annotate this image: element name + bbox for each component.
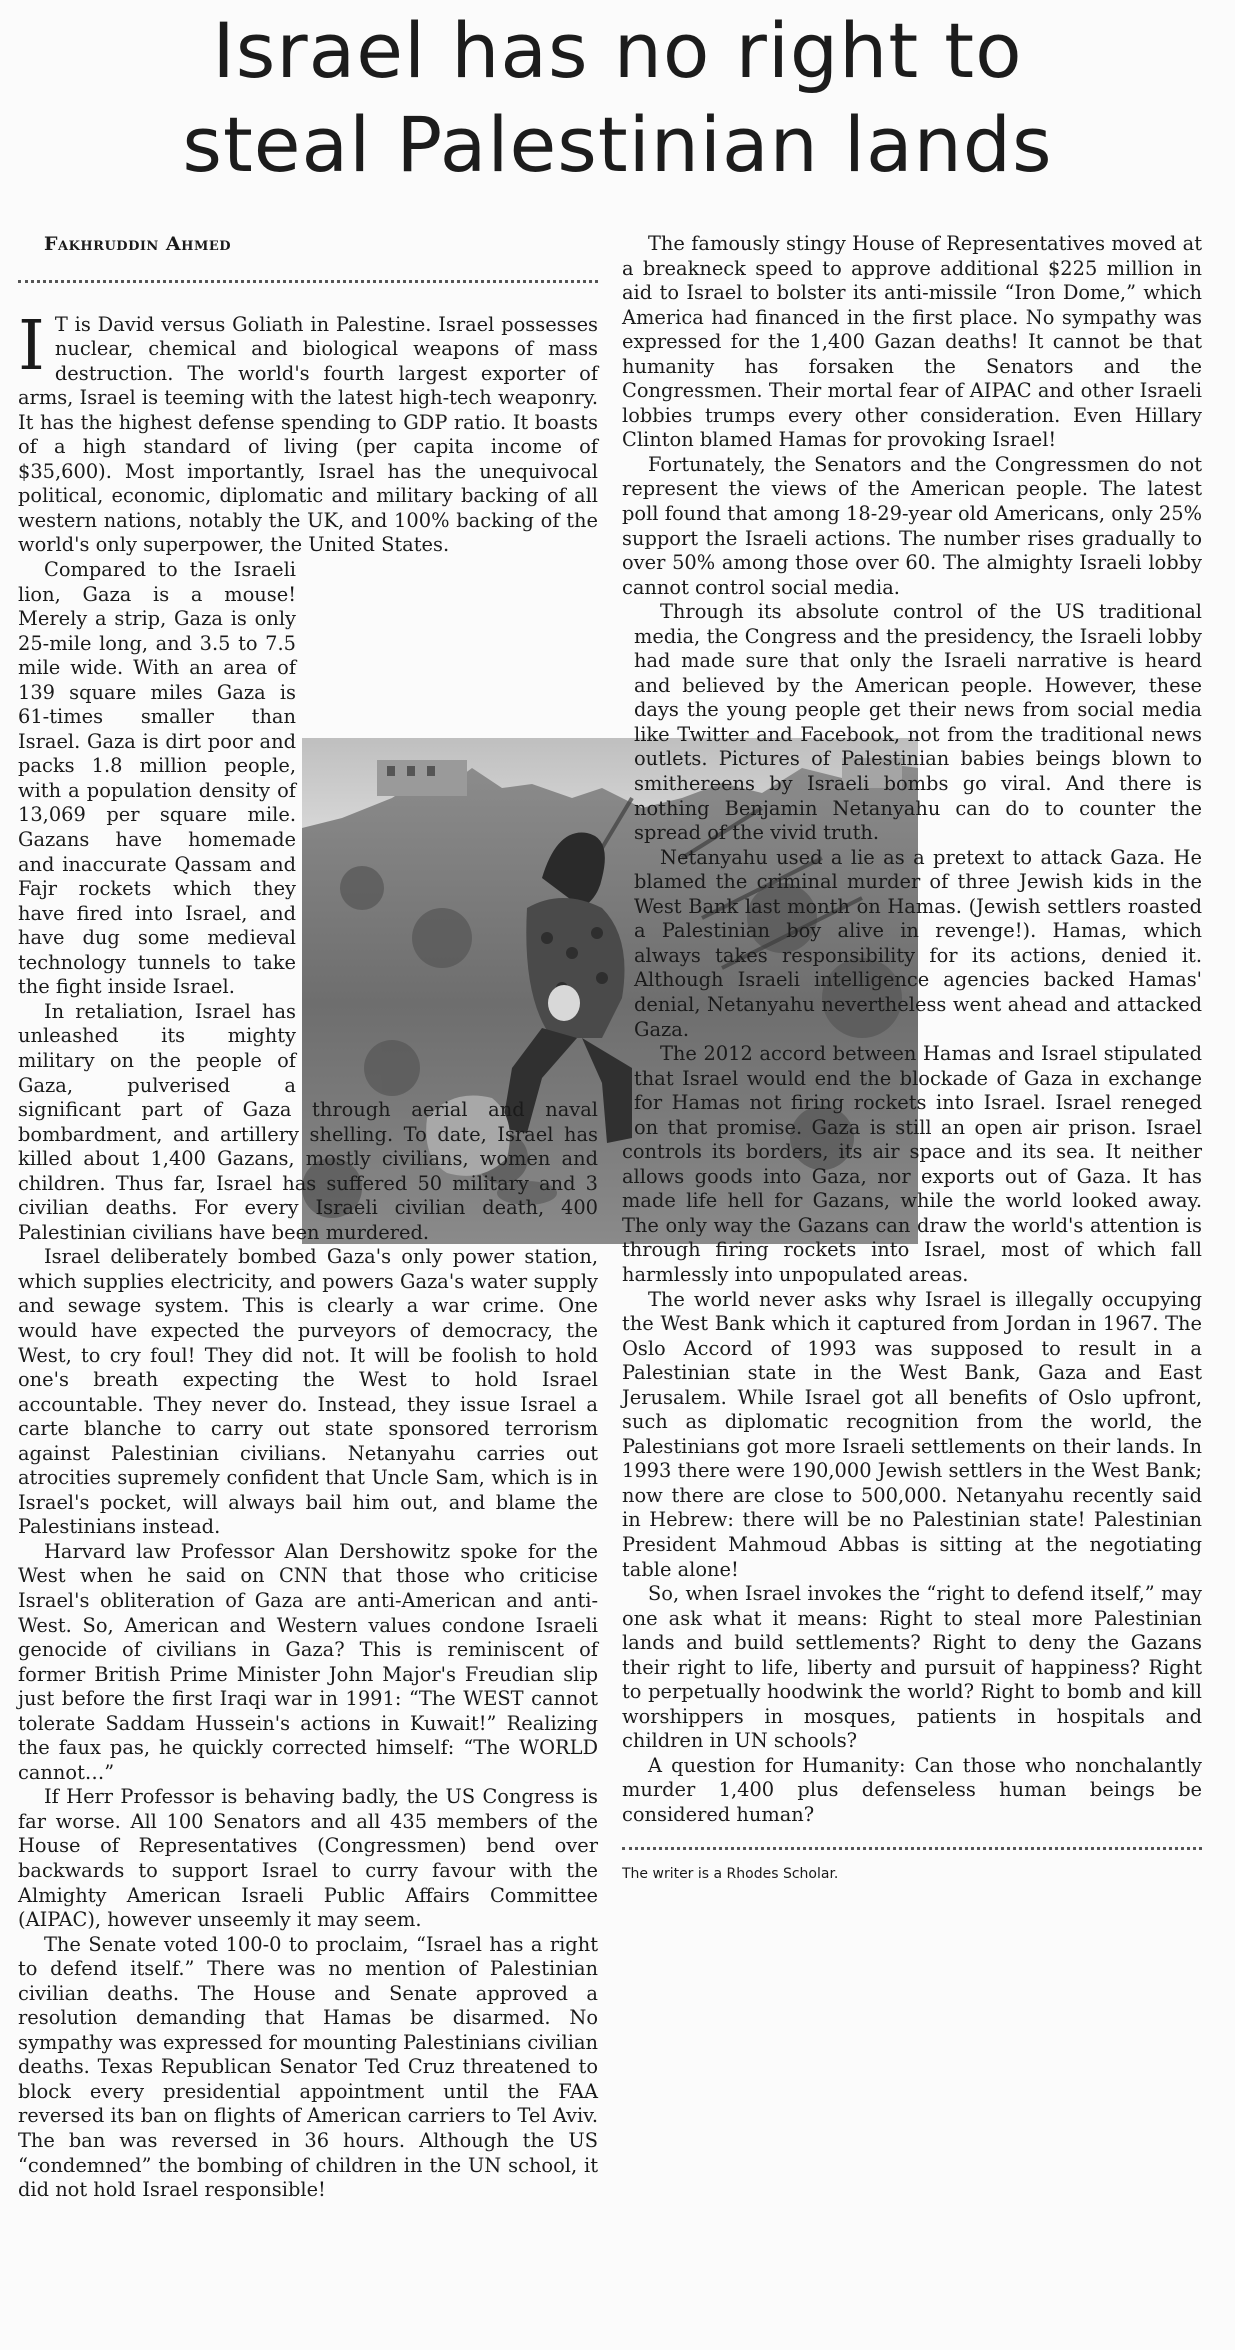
paragraph: The famously stingy House of Representatives moved at a breakneck speed to approve additional $225 million in aid to Israel to bolster its anti-missile “Iron Dome,” which America had financed in the first place. No sympathy was expressed for the 1,400 Gazan deaths! It cannot be that humanity has forsaken the Senators and the Congressmen. Their mortal fear of AIPAC and other Israeli lobbies trumps every other consideration. Even Hillary Clinton blamed Hamas for provoking Israel! (622, 232, 1202, 452)
paragraph: Harvard law Professor Alan Dershowitz spoke for the West when he said on CNN that those who criticise Israel's obliteration of Gaza are anti-American and anti-West. So, American and Western values condone Israeli genocide of civilians in Gaza? This is reminiscent of former British Prime Minister John Major's Freudian slip just before the first Iraqi war in 1991: “The WEST cannot tolerate Saddam Hussein's actions in Kuwait!” Realizing the faux pas, he quickly corrected himself: “The WORLD cannot…” (18, 1539, 598, 1784)
author-credit: The writer is a Rhodes Scholar. (622, 1865, 839, 1882)
paragraph (18, 306, 598, 558)
paragraph-text: Through its absolute control of the US traditional media, the Congress and the presidency, the Israeli lobby had made sure that only the Israeli narrative is heard and believed by the American people. However, these days the young people get their news from social media like Twitter and Facebook, not from the traditional news outlets. Pictures of Palestinian babies beings blown to smithereens by Israeli bombs go viral. And there is nothing Benjamin Netanyahu can do to counter the spread of the vivid truth. (634, 600, 1202, 845)
headline-line-1: Israel has no right to (212, 6, 1023, 95)
paragraph: Fortunately, the Senators and the Congressmen do not represent the views of the American people. The latest poll found that among 18-29-year old Americans, only 25% support the Israeli actions. The number rises gradually to over 50% among those over 60. The almighty Israeli lobby cannot control social media. (622, 452, 1202, 599)
paragraph: Netanyahu used a lie as a pretext to attack Gaza. He blamed the criminal murder of three Jewish kids in the West Bank last month on Hamas. (Jewish settlers roasted a Palestinian boy alive in revenge!). Hamas, which always takes responsibility for its actions, denied it. Although Israeli intelligence agencies backed Hamas' denial, Netanyahu nevertheless went ahead and attacked Gaza. (634, 845, 1202, 1041)
column-left (18, 232, 598, 2203)
dropcap: I (18, 306, 45, 386)
paragraph: The world never asks why Israel is illegally occupying the West Bank which it captured from Jordan in 1967. The Oslo Accord of 1993 was supposed to result in a Palestinian state in the West Bank, Gaza and East Jerusalem. While Israel got all benefits of Oslo upfront, such as diplomatic recognition from the world, the Palestinians got more Israeli settlements on their lands. In 1993 there were 190,000 Jewish settlers in the West Bank; now there are close to 500,000. Netanyahu recently said in Hebrew: there will be no Palestinian state! Palestinian President Mahmoud Abbas is sitting at the negotiating table alone! (622, 1287, 1202, 1581)
paragraph: If Herr Professor is behaving badly, the US Congress is far worse. All 100 Senators and all 435 members of the House of Representatives (Congressmen) bend over backwards to support Israel to curry favour with the Almighty American Israeli Public Affairs Committee (AIPAC), however unseemly it may seem. (18, 1785, 598, 1932)
byline-divider (18, 279, 598, 283)
paragraph: The Senate voted 100-0 to proclaim, “Israel has a right to defend itself.” There was no mention of Palestinian civilian deaths. The House and Senate approved a resolution demanding that Hamas be disarmed. No sympathy was expressed for mounting Palestinians civilian deaths. Texas Republican Senator Ted Cruz threatened to block every presidential appointment until the FAA reversed its ban on flights of American carriers to Tel Aviv. The ban was reversed in 36 hours. Although the US “condemned” the bombing of children in the UN school, it did not hold Israel responsible! (18, 1932, 598, 2202)
column-right (622, 232, 1202, 1886)
paragraph-text: Compared to the Israeli lion, Gaza is a mouse! Merely a strip, Gaza is only 25-mile long, and 3.5 to 7.5 mile wide. With an area of 139 square miles Gaza is 61-times smaller than Israel. Gaza is dirt poor and packs 1.8 million people, with a population density of 13,069 per square mile. Gazans have homemade and inaccurate Qassam and Fajr rockets which they have fired into Israel, and have dug some medieval technology tunnels to take the fight inside Israel. (18, 558, 296, 999)
end-divider (622, 1846, 1202, 1850)
byline: Fakhruddin Ahmed (44, 233, 232, 255)
paragraph: So, when Israel invokes the “right to defend itself,” may one ask what it means: Right to steal more Palestinian lands and build settlements? Right to deny the Gazans their right to life, liberty and pursuit of happiness? Right to perpetually hoodwink the world? Right to bomb and kill worshippers in mosques, patients in hospitals and children in UN schools? (622, 1582, 1202, 1753)
paragraph: In retaliation, Israel has unleashed its mighty military on the people of Gaza, pulverised a significant part of Gaza through aerial and naval bombardment, and artillery shelling. To date, Israel has killed about 1,400 Gazans, mostly civilians, women and children. Thus far, Israel has suffered 50 military and 3 civilian deaths. For every Israeli civilian death, 400 Palestinian civilians have been murdered. (18, 999, 598, 1244)
paragraph: A question for Humanity: Can those who nonchalantly murder 1,400 plus defenseless human beings be considered human? (622, 1753, 1202, 1826)
headline-line-2: steal Palestinian lands (182, 100, 1053, 189)
paragraph-text: T is David versus Goliath in Palestine. Israel possesses nuclear, chemical and biological weapons of mass destruction. The world's fourth largest exporter of arms, Israel is teeming with the latest high-tech weaponry. It has the highest defense spending to GDP ratio. It boasts of a high standard of living (per capita income of $35,600). Most importantly, Israel has the unequivocal political, economic, diplomatic and military backing of all western nations, notably the UK, and 100% backing of the world's only superpower, the United States. (18, 312, 598, 557)
paragraph: The 2012 accord between Hamas and Israel stipulated that Israel would end the blockade of Gaza in exchange for Hamas not firing rockets into Israel. Israel reneged on that promise. Gaza is still an open air prison. Israel controls its borders, its air space and its sea. It neither allows goods into Gaza, nor exports out of Gaza. It has made life hell for Gazans, while the world looked away. The only way the Gazans can draw the world's attention is through firing rockets into Israel, most of which fall harmlessly into unpopulated areas. (622, 1042, 1202, 1286)
paragraph: Israel deliberately bombed Gaza's only power station, which supplies electricity, and powers Gaza's water supply and sewage system. This is clearly a war crime. One would have expected the purveyors of democracy, the West, to cry foul! They did not. It will be foolish to hold one's breath expecting the West to hold Israel accountable. They never do. Instead, they issue Israel a carte blanche to carry out state sponsored terrorism against Palestinian civilians. Netanyahu carries out atrocities supremely confident that Uncle Sam, which is in Israel's pocket, will always bail him out, and blame the Palestinians instead. (18, 1245, 598, 1539)
photo-wrap-spacer (316, 606, 622, 1112)
paragraph (622, 600, 1202, 845)
headline (0, 4, 1235, 192)
